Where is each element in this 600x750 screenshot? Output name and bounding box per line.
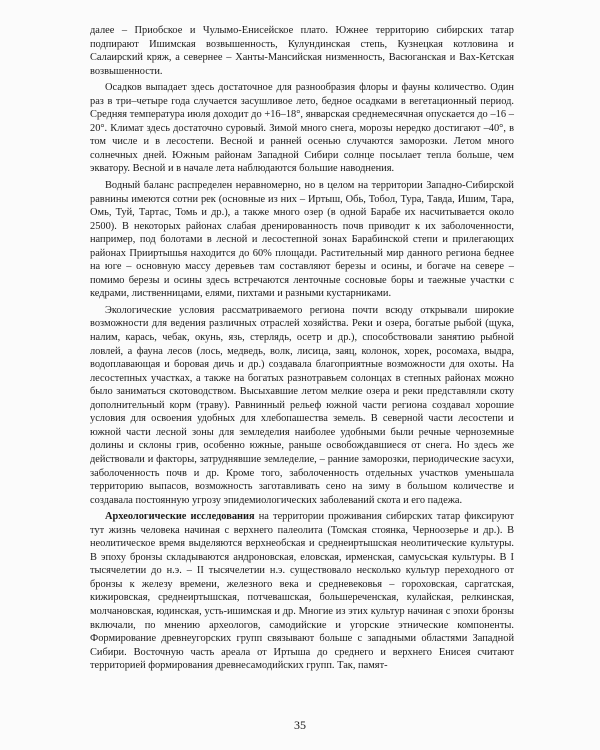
paragraph-1 xyxy=(90,24,514,78)
page-body xyxy=(90,24,514,676)
paragraph-5-lead: Археологические исследования xyxy=(105,511,255,523)
paragraph-3 xyxy=(90,179,514,301)
paragraph-2 xyxy=(90,81,514,176)
paragraph-4-text: Экологические условия рассматриваемого региона почти всюду открывали широкие возможности для ведения различных отраслей хозяйства. Реки и озера, богатые рыбой (щука, налим, карась, чебак, окунь, язь, стерлядь, осетр и др.), способствовали занятию рыбной ловлей, а фауна лесов (лось, медведь, волк, лисица, заяц, колонок, хорек, росомаха, выдра, водоплавающая и боровая дичь и др.) создавала благоприятные возможности для охоты. На лесостепных участках, а также на богатых разнотравьем солонцах в степных районах можно было заниматься скотоводством. Высыхавшие летом мелкие озера и реки представляли скоту дополнительный корм (траву). Равнинный рельеф южной части региона создавал хорошие условия для освоения удобных для хлебопашества земель. В северной части лесостепи и южной части лесной зоны для земледелия наиболее удобными были речные черноземные долины и склоны грив, особенно южные, раньше освобождавшиеся от снега. Но здесь же действовали и факторы, затруднявшие земледелие, – ранние заморозки, периодические засухи, заболоченность почв и др. Кроме того, заболоченность отдельных участков уменьшала территорию выпасов, возможность заготавливать сено на зиму в большом количестве и создавала постоянную угрозу эпидемиологических заболеваний скота и его падежа. xyxy=(90,304,514,506)
paragraph-5 xyxy=(90,510,514,673)
page-number: 35 xyxy=(294,718,306,732)
paragraph-4 xyxy=(90,304,514,507)
paragraph-5-text: на территории проживания сибирских татар фиксируют тут жизнь человека начиная с верхнего палеолита (Томская стоянка, Черноозерье и др.). В неолитическое время выделяются верхнеобская и среднеиртышская неолитические культуры. В эпоху бронзы складываются андроновская, еловская, ирменская, самусьская культуры. В I тысячелетии до н.э. – II тысячелетии н.э. существовало несколько культур переходного от бронзы к железу времени, железного века и средневековья – гороховская, саргатская, кижировская, среднеиртышская, потчевашская, большереченская, кулайская, релкинская, молчановская, юдинская, усть-ишимская и др. Многие из этих культур начиная с эпохи бронзы включали, по мнению археологов, самодийские и угорские этнические компоненты. Формирование древнеугорских групп связывают больше с западными областями Западной Сибири. Восточную часть ареала от Иртыша до среднего и верхнего Енисея считают территорией формирования древнесамодийских групп. Так, памят- xyxy=(90,511,514,672)
paragraph-2-text: Осадков выпадает здесь достаточное для разнообразия флоры и фауны количество. Один раз в три–четыре года случается засушливое лето, бедное осадками в вегетационный период. Средняя температура июля доходит до +16–18°, январская среднемесячная опускается до –16 –20°. Климат здесь достаточно суровый. Зимой много снега, морозы нередко достигают –40°, в том числе и в лесостепи. Весной и ранней осенью случаются заморозки. Летом много солнечных дней. Южным районам Западной Сибири солнце посылает тепла больше, чем экватору. Весной и в начале лета наблюдаются большие наводнения. xyxy=(90,82,514,175)
paragraph-3-text: Водный баланс распределен неравномерно, но в целом на территории Западно-Сибирской равнины имеются сотни рек (основные из них – Иртыш, Обь, Тобол, Тура, Тавда, Ишим, Тара, Омь, Туй, Тартас, Томь и др.), а также много озер (в одной Барабе их насчитывается около 2500). В некоторых районах слабая дренированность почв приводит к их заболоченности, например, под болотами в лесной и лесостепной зонах Барабинской степи и прилегающих районах Прииртышья находится до 60% площади. Растительный мир данного региона беднее на юге – основную массу деревьев там составляют березы и осины, и богаче на севере – помимо березы и осины здесь встречаются ленточные сосновые боры и таежные участки с кедрами, лиственницами, елями, пихтами и разными кустарниками. xyxy=(90,180,514,300)
paragraph-1-text: далее – Приобское и Чулымо-Енисейское плато. Южнее территорию сибирских татар подпирают Ишимская возвышенность, Кулундинская степь, Кузнецкая котловина и Салаирский кряж, а севернее – Ханты-Мансийская низменность, Васюганская и Вах-Кетская возвышенности. xyxy=(90,25,514,77)
